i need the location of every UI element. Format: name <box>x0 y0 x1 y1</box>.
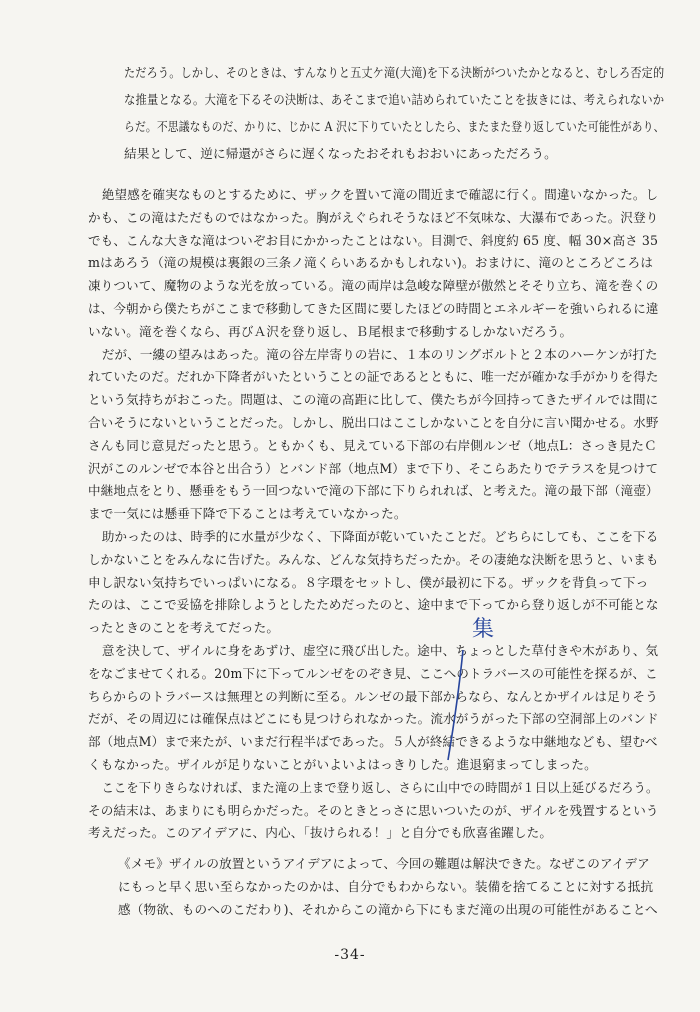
body-line: という気持ちがおこった。問題は、この滝の高距に比して、僕たちが今回持ってきたザイルでは間に <box>88 392 659 408</box>
page-number: -34- <box>334 947 366 963</box>
paragraph-start-line: 助かったのは、時季的に水量が少なく、下降面が乾いていたことだ。どちらにしても、ここを下る <box>101 529 659 544</box>
paragraph-start-line: 意を決して、ザイルに身をあずけ、虚空に飛び出した。途中、ちょっとした草付きや木があり、気 <box>101 643 659 658</box>
body-line: 沢がこのルンゼで本谷と出合う）とバンド部（地点M）まで下り、そこらあたりでテラスを見つけて <box>88 460 659 476</box>
body-line: いない。滝を巻くなら、再びＡ沢を登り返し、Ｂ尾根まで移動するしかないだろう。 <box>88 323 573 339</box>
quote-line: ただろう。しかし、そのときは、すんなりと五丈ケ滝(大滝)を下る決断がついたかとなると、むしろ否定的 <box>124 65 665 80</box>
body-line: 凍りついて、魔物のような光を放っている。滝の両岸は急峻な障壁が傲然とそそり立ち、滝を巻くの <box>88 278 659 294</box>
body-line: ちらからのトラバースは無理との判断に至る。ルンゼの最下部からなら、なんとかザイルは足りそう <box>88 688 658 704</box>
memo-line: 感（物欲、ものへのこだわり)、それからこの滝から下にもまだ滝の出現の可能性があることへ <box>118 902 658 917</box>
quote-line: な推量となる。大滝を下るその決断は、あそこまで追い詰められていたことを抜きには、考えられないか <box>124 92 665 107</box>
memo-line: にもっと早く思い至らなかったのかは、自分でもわからない。装備を捨てることに対する抵抗 <box>118 879 654 894</box>
paragraph-start-line: ここを下りきらなければ、また滝の上まで登り返し、さらに山中での時間が１日以上延びるだろう。 <box>101 779 659 795</box>
body-line: は、今朝から僕たちがここまで移動してきた区間に要したほどの時間とエネルギーを強いられるに違 <box>88 301 659 316</box>
body-line: でも、こんな大きな滝はついぞお目にかかったことはない。目測で、斜度約 65 度、幅 30×高さ 35 <box>88 232 659 248</box>
paragraph-start-line: 絶望感を確実なものとするために、ザックを置いて滝の間近まで確認に行く。間違いなかった。し <box>101 187 659 202</box>
handwritten-annotation: 集 <box>472 617 495 642</box>
body-line: しかないことをみんなに告げた。みんな、どんな気持ちだったか。その凄絶な決断を思うと、いまも <box>88 551 659 567</box>
body-line: まで一気には懸垂下降で下ることは考えていなかった。 <box>88 506 407 522</box>
body-line: かも、この滝はただものではなかった。胸がえぐられそうなほど不気味な、大瀑布であった。沢登り <box>88 209 659 225</box>
quote-line: らだ。不思議なものだ、かりに、じかに A 沢に下りていたとしたら、またまた登り返していた可能性があり、 <box>124 119 665 134</box>
body-line: だが、その周辺には確保点はどこにも見つけられなかった。流水がうがった下部の空洞部上のバンド <box>88 711 659 727</box>
body-line: 合いそうにないということだった。しかし、脱出口はここしかないことを自分に言い聞かせる。水野 <box>88 415 659 430</box>
body-line: さんも同じ意見だったと思う。ともかくも、見えている下部の右岸側ルンゼ（地点L：さっき見たＣ <box>88 437 657 453</box>
body-line: くもなかった。ザイルが足りないことがいよいよはっきりした。進退窮まってしまった。 <box>88 757 597 772</box>
paragraph-start-line: だが、一縷の望みはあった。滝の谷左岸寄りの岩に、１本のリングボルトと２本のハーケンが打た <box>101 346 658 362</box>
body-line: 考えだった。このアイデアに、内心、「抜けられる！」と自分でも欣喜雀躍した。 <box>88 825 553 841</box>
body-line: その結末は、あまりにも明らかだった。そのときとっさに思いついたのが、ザイルを残置するという <box>88 802 659 818</box>
body-line: 中継地点をとり、懸垂をもう一回つないで滝の下部に下りられれば、と考えた。滝の最下部（滝壺） <box>88 483 659 499</box>
body-line: 申し訳ない気持ちでいっぱいになる。８字環をセットし、僕が最初に下る。ザックを背負って下っ <box>88 574 649 590</box>
body-line: をなごませてくれる。20m下に下ってルンゼをのぞき見、ここへのトラバースの可能性を探るが、こ <box>88 665 658 681</box>
body-line: れていたのだ。だれか下降者がいたということの証であるとともに、唯一だが確かな手がかりを得た <box>88 369 659 385</box>
body-line: mはあろう（滝の規模は裏銀の三条ノ滝くらいあるかもしれない)。おまけに、滝のところどころは <box>88 255 654 271</box>
body-line: ったときのことを考えてだった。 <box>88 620 280 636</box>
quote-line: 結果として、逆に帰還がさらに遅くなったおそれもおおいにあっただろう。 <box>124 146 557 161</box>
body-line: 部（地点M）まで来たが、いまだ行程半ばであった。５人が終結できるような中継地なども、望むべ <box>88 734 658 750</box>
memo-line: 《メモ》ザイルの放置というアイデアによって、今回の難題は解決できた。なぜこのアイデア <box>118 856 650 871</box>
body-line: たのは、ここで妥協を排除しようとしたためだったのと、途中まで下ってから登り返しが不可能とな <box>88 597 659 613</box>
